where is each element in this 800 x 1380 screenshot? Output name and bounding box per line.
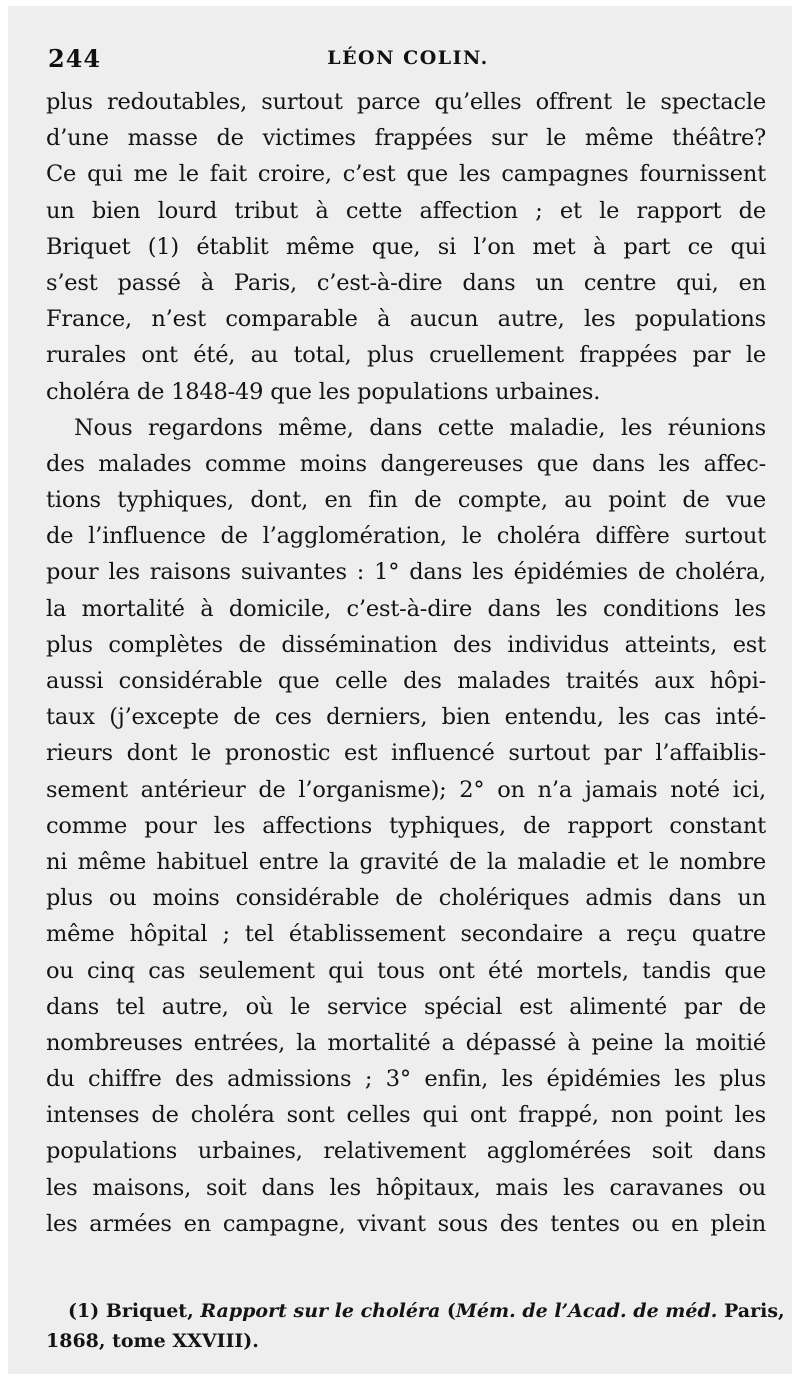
text-line: rieurs dont le pronostic est influencé surtout par l’affaiblis- [46,740,766,767]
text-line: de l’influence de l’agglomération, le choléra diffère surtout [46,523,766,550]
text-line: taux (j’excepte de ces derniers, bien entendu, les cas inté- [46,704,766,731]
text-line: plus complètes de dissémination des individus atteints, est [46,631,766,658]
text-line: s’est passé à Paris, c’est-à-dire dans un centre qui, en [46,269,766,296]
text-line: d’une masse de victimes frappées sur le même théâtre? [46,125,766,152]
footnote [46,1296,785,1356]
text-line: France, n’est comparable à aucun autre, les populations [46,306,766,333]
footnote-journal: Mém. de l’Acad. de méd. [455,1300,718,1322]
text-line: intenses de choléra sont celles qui ont frappé, non point les [46,1102,766,1129]
book-page [8,6,792,1374]
text-line: ou cinq cas seulement qui tous ont été mortels, tandis que [46,957,766,984]
text-line: choléra de 1848-49 que les populations urbaines. [46,378,601,405]
page-header [48,44,768,74]
footnote-title: Rapport sur le choléra [200,1300,441,1322]
footnote-author: Briquet, [105,1300,194,1322]
footnote-line: 1868, tome XXVIII). [46,1330,259,1352]
text-line: la mortalité à domicile, c’est-à-dire dans les conditions les [46,595,766,622]
text-line: comme pour les affections typhiques, de rapport constant [46,812,766,839]
text-line: dans tel autre, où le service spécial est alimenté par de [46,993,766,1020]
text-line: plus ou moins considérable de cholériques admis dans un [46,885,766,912]
footnote-line [46,1296,785,1326]
text-line: Briquet (1) établit même que, si l’on met à part ce qui [46,233,766,260]
text-line: populations urbaines, relativement agglomérées soit dans [46,1138,766,1165]
text-line: même hôpital ; tel établissement secondaire a reçu quatre [46,921,766,948]
text-line: aussi considérable que celle des malades traités aux hôpi- [46,668,766,694]
page-number: 244 [48,44,102,73]
footnote-place: Paris, [724,1300,785,1322]
text-line: plus redoutables, surtout parce qu’elles offrent le spectacle [46,89,766,115]
text-line: des malades comme moins dangereuses que dans les affec- [46,450,766,477]
running-head: LÉON COLIN. [327,47,489,69]
footnote-open-paren: ( [446,1300,456,1322]
text-line: les armées en campagne, vivant sous des tentes ou en plein [46,1210,766,1237]
text-line: du chiffre des admissions ; 3° enfin, les épidémies les plus [46,1066,766,1093]
text-line: un bien lourd tribut à cette affection ; et le rapport de [46,197,766,224]
text-line: Ce qui me le fait croire, c’est que les campagnes fournissent [46,161,766,188]
text-line: nombreuses entrées, la mortalité a dépassé à peine la moitié [46,1029,766,1056]
text-line: rurales ont été, au total, plus cruellement frappées par le [46,342,766,369]
body-text [46,84,766,1242]
text-line: tions typhiques, dont, en fin de compte, au point de vue [46,487,766,514]
text-line: sement antérieur de l’organisme); 2° on n’a jamais noté ici, [46,776,766,803]
text-line: pour les raisons suivantes : 1° dans les épidémies de choléra, [46,559,766,586]
text-line: Nous regardons même, dans cette maladie, les réunions [74,414,766,441]
text-line: ni même habituel entre la gravité de la maladie et le nombre [46,848,766,875]
footnote-marker: (1) [68,1300,100,1322]
text-line: les maisons, soit dans les hôpitaux, mais les caravanes ou [46,1174,766,1201]
